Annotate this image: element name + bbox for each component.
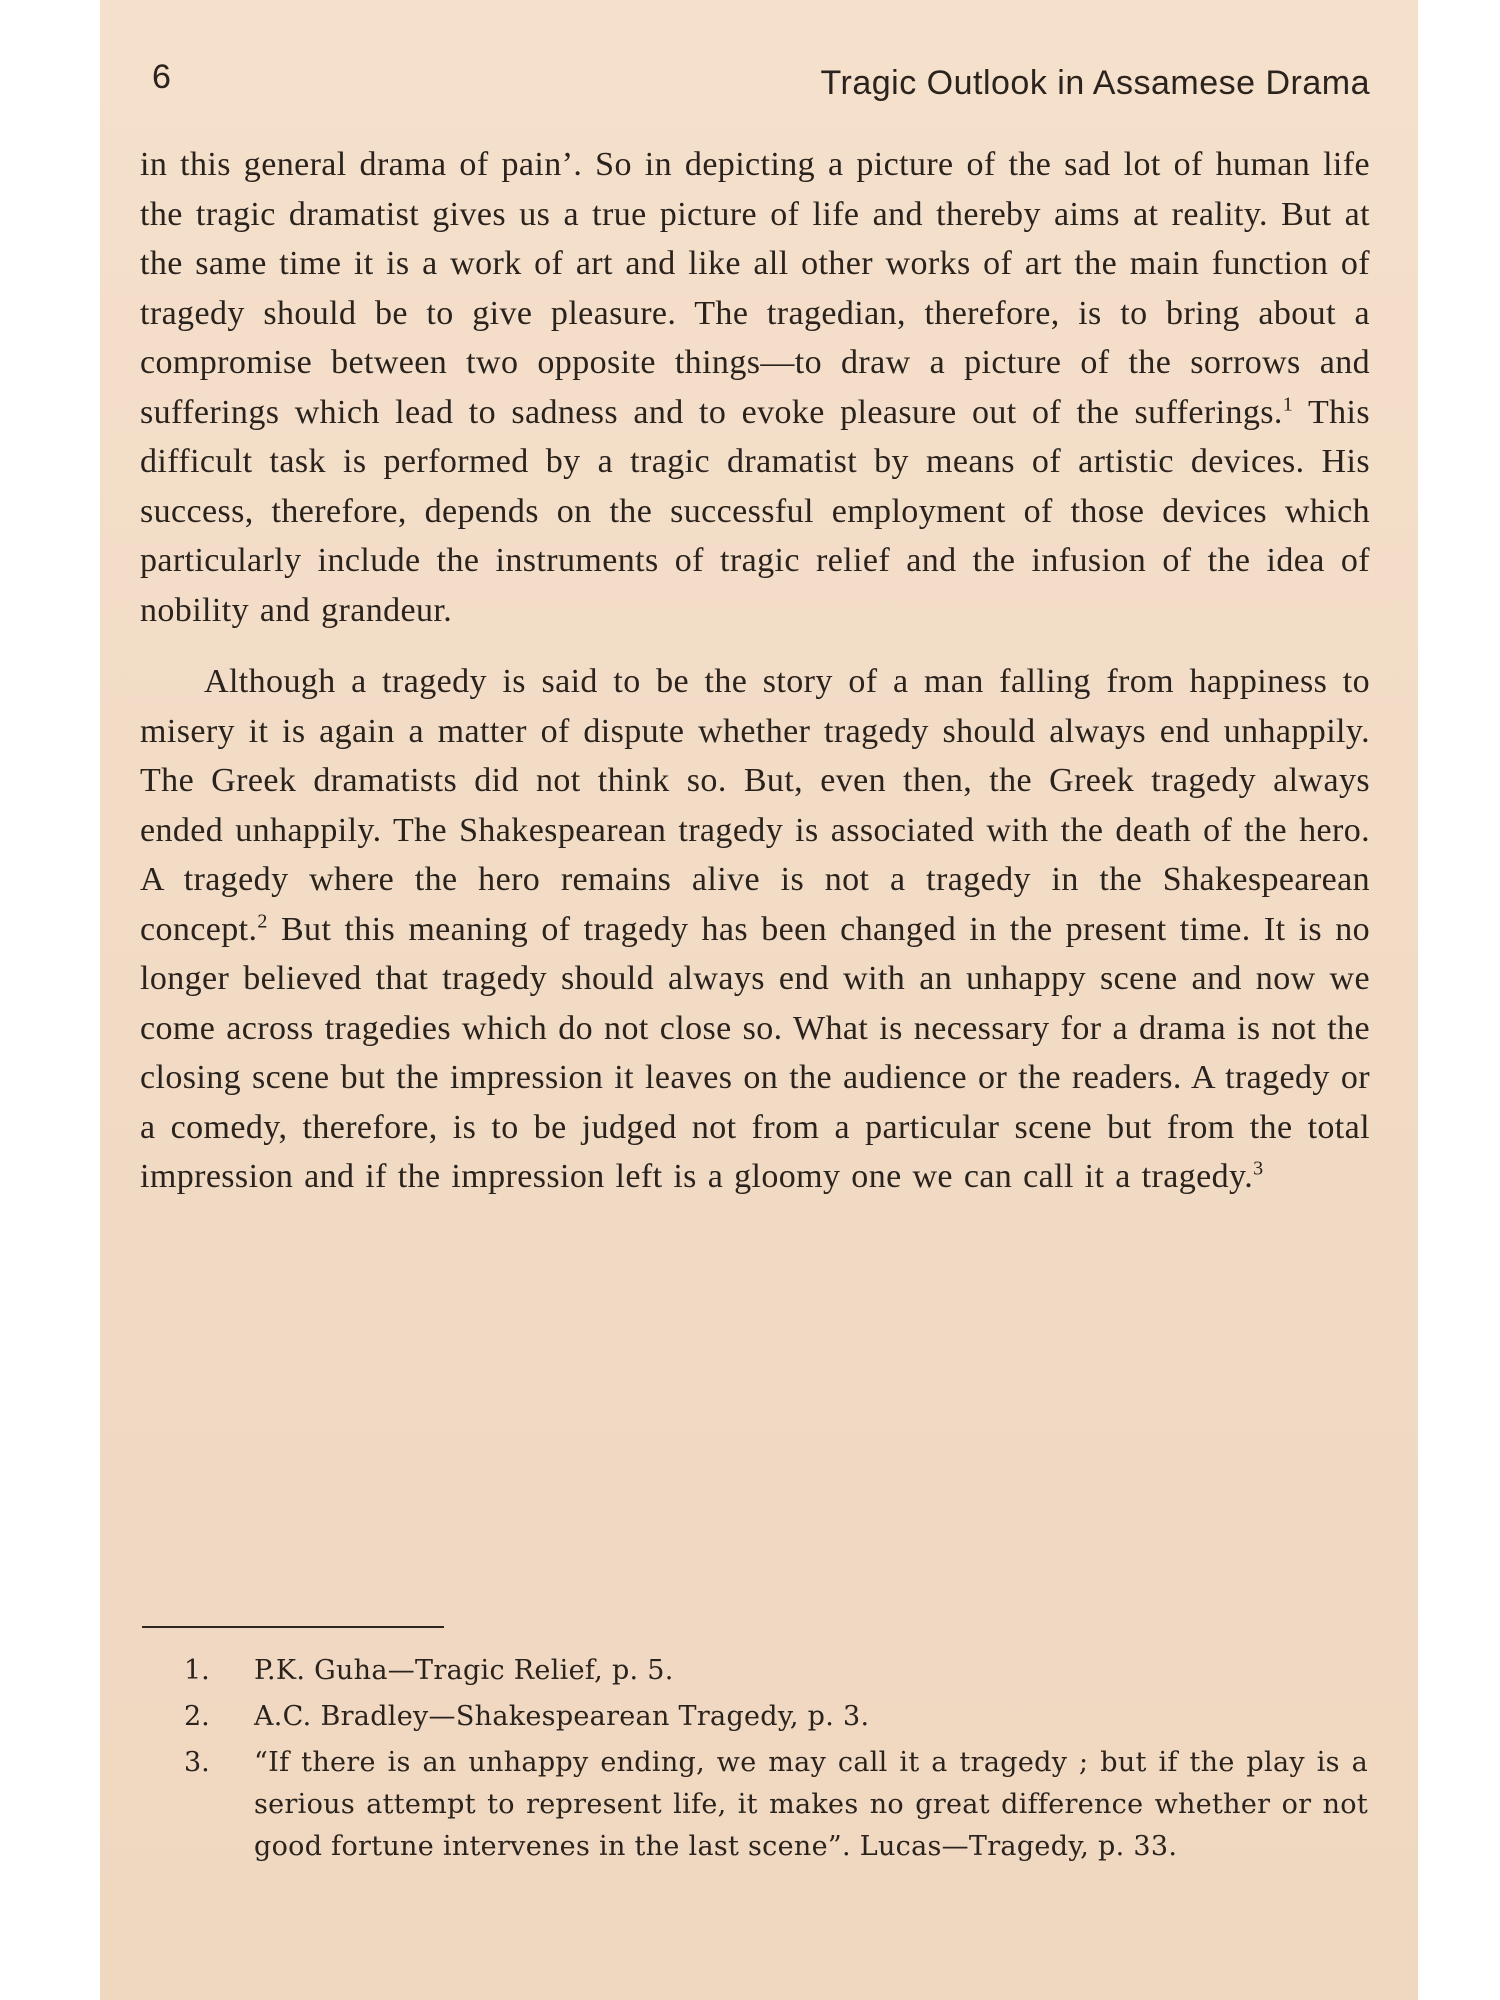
paragraph-2-part-b: But this meaning of tragedy has been changed in the present time. It is no longer believed that tragedy should always end with an unhappy scene and now we come across tragedies which do not close so. What is necessary for a drama is not the closing scene but the impression it leaves on the audience or the readers. A tragedy or a comedy, therefore, is to be judged not from a particular scene but from the total impression and if the impression left is a gloomy one we can call it a tragedy. xyxy=(140,910,1370,1195)
footnote-3-number: 3. xyxy=(184,1747,210,1778)
page-number: 6 xyxy=(152,58,171,96)
footnote-3 xyxy=(142,1742,1368,1868)
body-text xyxy=(140,140,1370,1202)
paragraph-1-text: in this general drama of pain’. So in depicting a picture of the sad lot of human life the tragic dramatist gives us a true picture of life and thereby aims at reality. But at the same time it is a work of art and like all other works of art the main function of tragedy should be to give pleasure. The tragedian, therefore, is to bring about a compromise between two opposite things—to draw a picture of the sorrows and sufferings which lead to sadness and to evoke pleasure out of the sufferings. xyxy=(140,146,1370,431)
footnote-1 xyxy=(142,1650,1368,1692)
footnote-ref-1: 1 xyxy=(1282,393,1294,416)
paragraph-1 xyxy=(140,140,1370,635)
footnote-1-number: 1. xyxy=(184,1655,210,1686)
paragraph-2 xyxy=(140,657,1370,1202)
running-head xyxy=(152,58,1370,102)
book-page xyxy=(100,0,1418,2000)
footnote-ref-3: 3 xyxy=(1253,1157,1264,1180)
paragraph-1-continued: This difficult task is performed by a tragic dramatist by means of artistic devices. His success, therefore, depends on the successful employment of those devices which particularly include the instruments of tragic relief and the infusion of the idea of nobility and grandeur. xyxy=(140,393,1370,629)
footnote-2-text: A.C. Bradley—Shakespearean Tragedy, p. 3. xyxy=(254,1701,870,1732)
footnote-1-text: P.K. Guha—Tragic Relief, p. 5. xyxy=(254,1655,674,1686)
footnote-2-number: 2. xyxy=(184,1701,210,1732)
paragraph-2-part-a: Although a tragedy is said to be the story of a man falling from happiness to misery it is again a matter of dispute whether tragedy should always end unhappily. The Greek dramatists did not think so. But, even then, the Greek tragedy always ended unhappily. The Shakespearean tragedy is associated with the death of the hero. A tragedy where the hero remains alive is not a tragedy in the Shakespearean concept. xyxy=(140,663,1370,948)
footnotes xyxy=(142,1650,1368,1868)
footnote-3-text: “If there is an unhappy ending, we may call it a tragedy ; but if the play is a serious attempt to represent life, it makes no great difference whether or not good fortune intervenes in the last scene”. Lucas—Tragedy, p. 33. xyxy=(254,1747,1368,1862)
footnote-divider xyxy=(142,1626,444,1628)
footnote-2 xyxy=(142,1696,1368,1738)
running-title: Tragic Outlook in Assamese Drama xyxy=(820,64,1370,102)
footnote-ref-2: 2 xyxy=(257,910,268,933)
